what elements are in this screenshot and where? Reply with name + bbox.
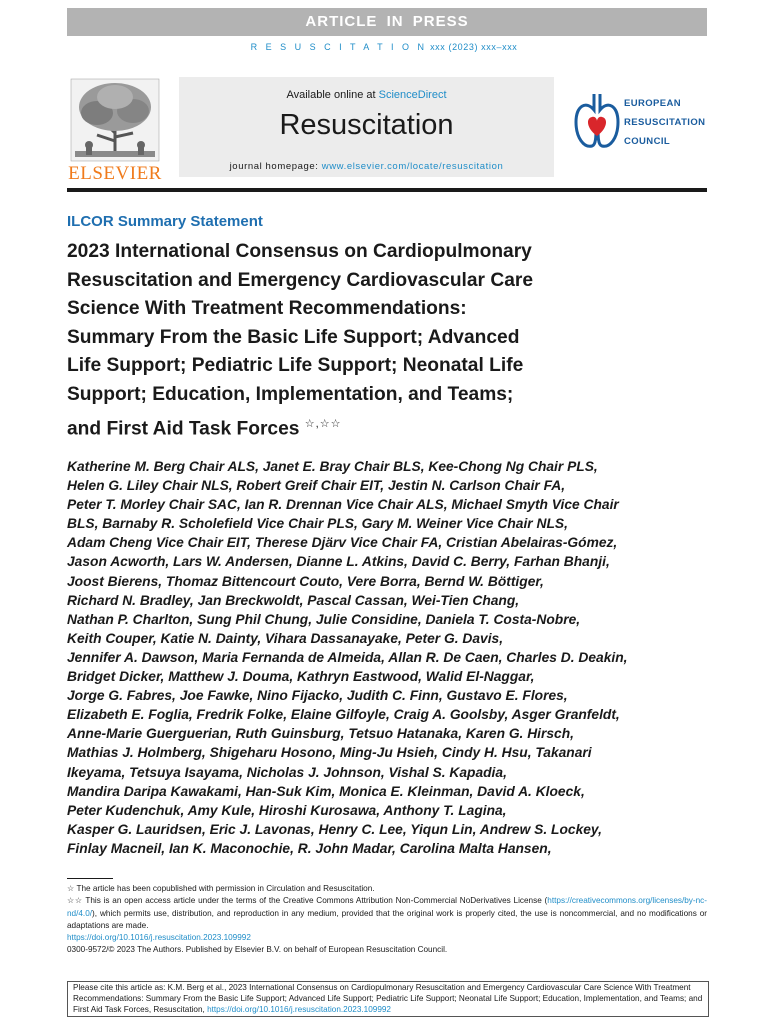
- journal-info-box: [179, 77, 554, 177]
- author-line: Peter T. Morley Chair SAC, Ian R. Drennan Vice Chair ALS, Michael Smyth Vice Chair: [67, 497, 619, 513]
- article-section-label: ILCOR Summary Statement: [67, 213, 263, 230]
- copyright-line: 0300-9572/© 2023 The Authors. Published by Elsevier B.V. on behalf of European Resuscitation Council.: [67, 945, 448, 955]
- title-line-last: [67, 410, 687, 444]
- author-line: Ikeyama, Tetsuya Isayama, Nicholas J. Johnson, Vishal S. Kapadia,: [67, 764, 507, 780]
- journal-reference: [0, 42, 768, 52]
- article-in-press-banner: ARTICLE IN PRESS: [67, 8, 707, 36]
- footnote-rule: [67, 878, 113, 879]
- citation-box: [67, 981, 709, 1017]
- author-line: BLS, Barnaby R. Scholefield Vice Chair PLS, Gary M. Weiner Vice Chair NLS,: [67, 516, 568, 532]
- available-prefix: Available online at: [286, 89, 379, 101]
- erc-lungs-heart-icon: [572, 88, 622, 154]
- author-line: Mathias J. Holmberg, Shigeharu Hosono, Ming-Ju Hsieh, Cindy H. Hsu, Takanari: [67, 745, 592, 761]
- erc-name: [624, 94, 705, 151]
- header-rule: [67, 188, 707, 192]
- elsevier-wordmark: ELSEVIER: [68, 163, 162, 184]
- author-line: Peter Kudenchuk, Amy Kule, Hiroshi Kurosawa, Anthony T. Lagina,: [67, 802, 507, 818]
- author-line: Kasper G. Lauridsen, Eric J. Lavonas, Henry C. Lee, Yiqun Lin, Andrew S. Lockey,: [67, 821, 602, 837]
- erc-line: RESUSCITATION: [624, 117, 706, 128]
- footnote-markers[interactable]: ☆,☆☆: [304, 417, 342, 430]
- available-online: [179, 89, 554, 101]
- journal-ref-tail: xxx (2023) xxx–xxx: [426, 42, 518, 52]
- journal-title: Resuscitation: [279, 109, 454, 141]
- author-line: Jason Acworth, Lars W. Andersen, Dianne L. Atkins, David C. Berry, Farhan Bhanji,: [67, 554, 610, 570]
- erc-line: EUROPEAN: [624, 98, 682, 109]
- title-line: Support; Education, Implementation, and Teams;: [67, 383, 514, 405]
- author-line: Finlay Macneil, Ian K. Maconochie, R. John Madar, Carolina Malta Hansen,: [67, 840, 552, 856]
- footnote-copublished: ☆ The article has been copublished with permission in Circulation and Resuscitation.: [67, 884, 375, 893]
- license-text: ☆☆ This is an open access article under the terms of the Creative Commons Attribution Non-Commercial NoDerivatives License (: [67, 896, 548, 906]
- author-line: Keith Couper, Katie N. Dainty, Vihara Dassanayake, Peter G. Davis,: [67, 630, 504, 646]
- license-link[interactable]: https://creativecommons.org/licenses/by-nc-nd/4.0/: [67, 896, 707, 918]
- footnotes: [67, 883, 707, 957]
- title-line: Science With Treatment Recommendations:: [67, 298, 467, 320]
- author-line: Joost Bierens, Thomaz Bittencourt Couto, Vere Borra, Bernd W. Böttiger,: [67, 573, 544, 589]
- journal-ref-name: R E S U S C I T A T I O N: [250, 42, 427, 52]
- journal-header: [67, 75, 707, 187]
- author-line: Bridget Dicker, Matthew J. Douma, Kathryn Eastwood, Walid El-Naggar,: [67, 669, 535, 685]
- title-line: Summary From the Basic Life Support; Advanced: [67, 326, 520, 348]
- title-line: Life Support; Pediatric Life Support; Neonatal Life: [67, 355, 524, 377]
- license-text-cont: ), which permits use, distribution, and reproduction in any medium, provided that the original work is properly cited, the use is noncommercial, and no modifications or adaptations are made.: [67, 908, 707, 930]
- author-line: Anne-Marie Guerguerian, Ruth Guinsburg, Tetsuo Hatanaka, Karen G. Hirsch,: [67, 726, 574, 742]
- homepage-prefix: journal homepage:: [229, 161, 322, 172]
- author-line: Adam Cheng Vice Chair EIT, Therese Djärv Vice Chair FA, Cristian Abelairas-Gómez,: [67, 535, 618, 551]
- author-line: Mandira Daripa Kawakami, Han-Suk Kim, Monica E. Kleinman, David A. Kloeck,: [67, 783, 585, 799]
- author-line: Katherine M. Berg Chair ALS, Janet E. Bray Chair BLS, Kee-Chong Ng Chair PLS,: [67, 459, 598, 474]
- title-line-text: and First Aid Task Forces: [67, 417, 300, 439]
- homepage-link[interactable]: www.elsevier.com/locate/resuscitation: [321, 161, 504, 172]
- author-line: Nathan P. Charlton, Sung Phil Chung, Julie Considine, Daniela T. Costa-Nobre,: [67, 611, 581, 627]
- author-list: [67, 457, 727, 858]
- citation-text: Please cite this article as: K.M. Berg et al., 2023 International Consensus on Cardiopulmonary Resuscitation and Emergency Cardiovascular Care Science With Treatment Recommendations: Summary From the Basic Life Support; Advanced Life Support; Pediatric Life Support; Neonatal Life Support; Education, Implementation, and Teams; and First Aid Task Forces, Resuscitation,: [73, 983, 703, 1015]
- author-line: Jorge G. Fabres, Joe Fawke, Nino Fijacko, Judith C. Finn, Gustavo E. Flores,: [67, 688, 568, 704]
- article-title: [67, 238, 687, 444]
- doi-link[interactable]: https://doi.org/10.1016/j.resuscitation.2023.109992: [67, 933, 251, 943]
- footnote-license: [67, 895, 707, 932]
- title-line: Resuscitation and Emergency Cardiovascular Care: [67, 269, 534, 291]
- title-line: 2023 International Consensus on Cardiopulmonary: [67, 241, 532, 262]
- author-line: Jennifer A. Dawson, Maria Fernanda de Almeida, Allan R. De Caen, Charles D. Deakin,: [67, 649, 628, 665]
- sciencedirect-link[interactable]: ScienceDirect: [378, 89, 447, 101]
- erc-line: COUNCIL: [624, 136, 671, 147]
- citation-doi-link[interactable]: https://doi.org/10.1016/j.resuscitation.2023.109992: [207, 1005, 391, 1015]
- author-line: Elizabeth E. Foglia, Fredrik Folke, Elaine Gilfoyle, Craig A. Goolsby, Asger Granfeldt,: [67, 707, 620, 723]
- author-line: Richard N. Bradley, Jan Breckwoldt, Pascal Cassan, Wei-Tien Chang,: [67, 592, 520, 608]
- journal-homepage: [179, 161, 554, 172]
- erc-logo: [572, 88, 712, 158]
- author-line: Helen G. Liley Chair NLS, Robert Greif Chair EIT, Jestin N. Carlson Chair FA,: [67, 478, 566, 494]
